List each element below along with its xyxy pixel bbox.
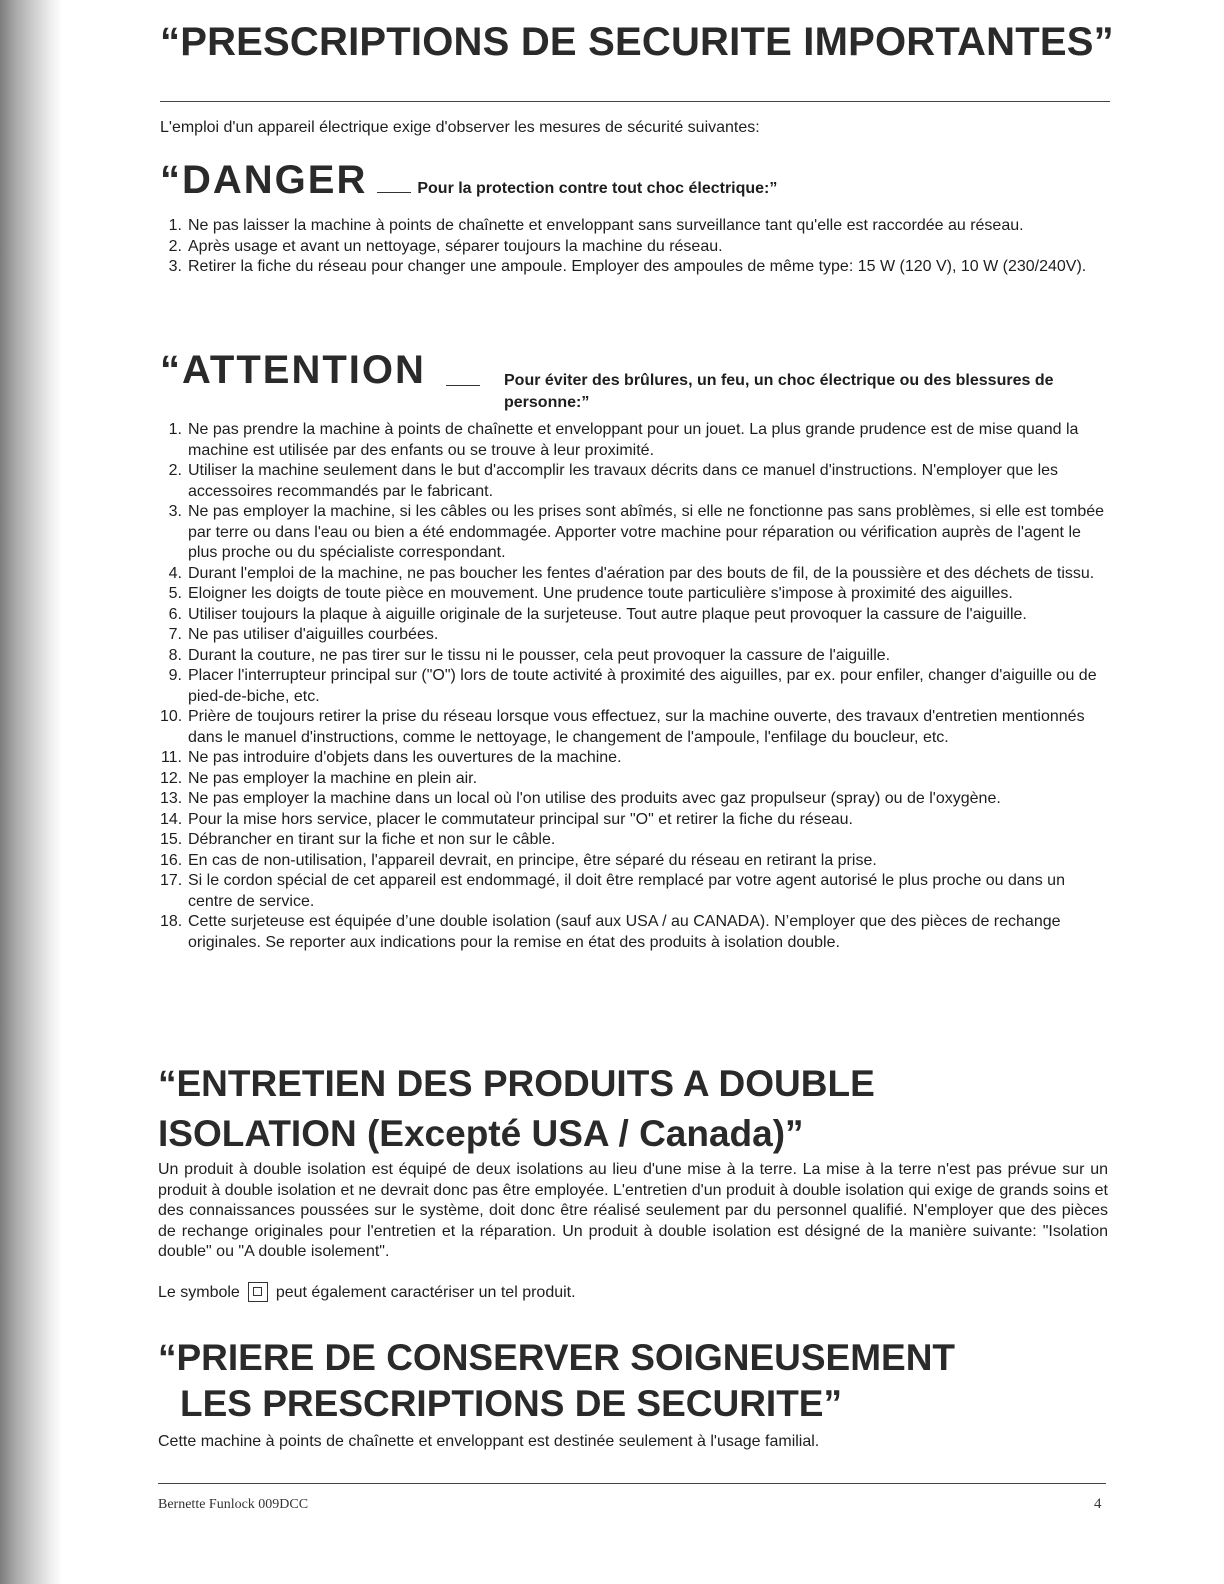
danger-item	[160, 237, 1110, 258]
attention-item	[160, 851, 1110, 872]
attention-item-text: Pour la mise hors service, placer le commutateur principal sur "O" et retirer la fiche du réseau.	[188, 810, 853, 828]
attention-item-text: Prière de toujours retirer la prise du réseau lorsque vous effectuez, sur la machine ouverte, des travaux d'entretien mentionnés dans le manuel d'instructions, comme le nettoyage, le changement de l'ampoule, l'enfilage du boucleur, etc.	[188, 708, 1085, 746]
attention-item-text: Utiliser la machine seulement dans le but d'accomplir les travaux décrits dans ce manuel d'instructions. N'employer que les accessoires recommandés par le fabricant.	[188, 462, 1059, 500]
danger-item	[160, 216, 1110, 237]
page-number: 4	[1094, 1496, 1102, 1512]
danger-list	[160, 216, 1110, 278]
attention-item	[160, 830, 1110, 851]
attention-item-number: 10.	[160, 708, 183, 725]
attention-item-number: 12.	[160, 769, 183, 787]
danger-item-number: 3.	[168, 258, 182, 275]
attention-item-number: 18.	[160, 913, 183, 930]
attention-item-text: Débrancher en tirant sur la fiche et non sur le câble.	[188, 831, 556, 848]
title-divider	[160, 101, 1110, 102]
attention-item	[160, 461, 1110, 502]
attention-item-number: 15.	[160, 831, 183, 848]
attention-item	[160, 707, 1110, 748]
attention-item-number: 13.	[160, 790, 183, 807]
attention-item	[160, 789, 1110, 810]
attention-item-number: 5.	[168, 585, 182, 602]
attention-item-text: Cette surjeteuse est équipée d’une double isolation (sauf aux USA / au CANADA). N’employer que des pièces de rechange originales. Se reporter aux indications pour la remise en état des produits à isolation double.	[188, 913, 1061, 951]
attention-item	[160, 748, 1110, 769]
danger-item	[160, 257, 1110, 278]
maintenance-title-line1: “ENTRETIEN DES PRODUITS A DOUBLE	[158, 1063, 875, 1104]
attention-item	[160, 420, 1110, 461]
symbol-text-before: Le symbole	[158, 1284, 240, 1301]
attention-heading	[160, 348, 1110, 423]
double-insulation-symbol-icon	[248, 1282, 268, 1302]
attention-item-text: Si le cordon spécial de cet appareil est endommagé, il doit être remplacé par votre agent autorisé le plus proche ou dans un centre de service.	[188, 872, 1065, 910]
attention-item	[160, 605, 1110, 626]
attention-item-text: Ne pas prendre la machine à points de chaînette et enveloppant pour un jouet. La plus grande prudence est de mise quand la machine est utilisée par des enfants ou se trouve à leur proximité.	[188, 421, 1079, 459]
attention-item	[160, 912, 1110, 953]
danger-item-number: 2.	[168, 237, 182, 255]
attention-subtitle: Pour éviter des brûlures, un feu, un choc électrique ou des blessures de personne:”	[504, 372, 1054, 411]
symbol-text-after: peut également caractériser un tel produit.	[275, 1284, 576, 1301]
attention-item	[160, 502, 1110, 564]
attention-item-number: 3.	[168, 503, 182, 520]
attention-item-number: 16.	[160, 851, 183, 869]
footer-brand: Bernette Funlock 009DCC	[158, 1497, 309, 1512]
danger-underline	[377, 192, 411, 193]
attention-item-text: Ne pas utiliser d'aiguilles courbées.	[188, 626, 439, 643]
attention-item-text: Utiliser toujours la plaque à aiguille originale de la surjeteuse. Tout autre plaque peut provoquer la cassure de l'aiguille.	[188, 605, 1027, 623]
attention-item	[160, 666, 1110, 707]
conserve-title-line1: “PRIERE DE CONSERVER SOIGNEUSEMENT	[158, 1337, 956, 1378]
danger-item-text: Retirer la fiche du réseau pour changer une ampoule. Employer des ampoules de même type: 15 W (120 V), 10 W (230/240V).	[188, 258, 1087, 275]
conserve-text: Cette machine à points de chaînette et enveloppant est destinée seulement à l'usage familial.	[158, 1433, 820, 1450]
attention-item-text: Ne pas introduire d'objets dans les ouvertures de la machine.	[188, 749, 622, 766]
attention-item-text: Eloigner les doigts de toute pièce en mouvement. Une prudence toute particulière s'impose à proximité des aiguilles.	[188, 585, 1013, 602]
attention-underline	[446, 385, 480, 386]
attention-item-text: En cas de non-utilisation, l'appareil devrait, en principe, être séparé du réseau en retirant la prise.	[188, 851, 877, 869]
attention-item-number: 4.	[168, 564, 182, 582]
attention-item-text: Ne pas employer la machine dans un local où l'on utilise des produits avec gaz propulseur (spray) ou de l'oxygène.	[188, 790, 1001, 807]
attention-item	[160, 564, 1110, 585]
attention-item-text: Durant l'emploi de la machine, ne pas boucher les fentes d'aération par des bouts de fil, de la poussière et des déchets de tissu.	[188, 564, 1095, 582]
attention-item	[160, 625, 1110, 646]
intro-text: L'emploi d'un appareil électrique exige d'observer les mesures de sécurité suivantes:	[160, 119, 760, 136]
attention-item-number: 11.	[160, 749, 182, 766]
attention-item-number: 17.	[160, 872, 183, 889]
symbol-line	[158, 1282, 576, 1304]
attention-item-number: 6.	[168, 605, 182, 623]
attention-item	[160, 871, 1110, 912]
maintenance-title-line2: ISOLATION (Excepté USA / Canada)”	[158, 1113, 804, 1154]
attention-item-text: Ne pas employer la machine en plein air.	[188, 769, 478, 787]
attention-item-number: 1.	[168, 421, 182, 438]
attention-item	[160, 769, 1110, 790]
attention-item-text: Durant la couture, ne pas tirer sur le tissu ni le pousser, cela peut provoquer la cassure de l'aiguille.	[188, 646, 891, 664]
attention-item	[160, 810, 1110, 831]
attention-item-number: 2.	[168, 462, 182, 479]
danger-heading	[160, 158, 777, 203]
attention-item-number: 9.	[168, 667, 182, 684]
attention-list	[160, 420, 1110, 953]
attention-item-number: 8.	[168, 646, 182, 664]
attention-item-number: 14.	[160, 810, 183, 828]
danger-item-number: 1.	[168, 217, 182, 234]
conserve-title-line2: LES PRESCRIPTIONS DE SECURITE”	[180, 1383, 842, 1424]
attention-item	[160, 584, 1110, 605]
page-title: “PRESCRIPTIONS DE SECURITE IMPORTANTES”	[160, 20, 1114, 64]
danger-label: “DANGER	[160, 158, 368, 202]
footer-divider	[158, 1483, 1106, 1484]
attention-item-text: Placer l'interrupteur principal sur ("O") lors de toute activité à proximité des aiguilles, par ex. pour enfiler, changer d'aiguille ou de pied-de-biche, etc.	[188, 667, 1097, 705]
maintenance-paragraph: Un produit à double isolation est équipé de deux isolations au lieu d'une mise à la terre. La mise à la terre n'est pas prévue sur un produit à double isolation et ne devrait donc pas être employée. L'entretien d'un produit à double isolation qui exige de grands soins et des connaissances poussées sur le système, doit donc être réalisé seulement par du personnel qualifié. N'employer que des pièces de rechange originales pour l'entretien et la réparation. Un produit à double isolation est désigné de la manière suivante: "Isolation double" ou "A double isolement".	[158, 1161, 1108, 1260]
attention-item	[160, 646, 1110, 667]
attention-item-number: 7.	[168, 626, 182, 643]
danger-item-text: Après usage et avant un nettoyage, séparer toujours la machine du réseau.	[188, 237, 723, 255]
danger-subtitle: Pour la protection contre tout choc électrique:”	[417, 180, 778, 197]
attention-label: “ATTENTION	[160, 348, 426, 392]
danger-item-text: Ne pas laisser la machine à points de chaînette et enveloppant sans surveillance tant qu'elle est raccordée au réseau.	[188, 217, 1024, 234]
attention-item-text: Ne pas employer la machine, si les câbles ou les prises sont abîmés, si elle ne fonctionne pas sans problèmes, si elle est tombée par terre ou dans l'eau ou bien a été endommagée. Apporter votre machine pour réparation ou vérification auprès de l'agent le plus proche ou du spécialiste correspondant.	[188, 503, 1105, 561]
